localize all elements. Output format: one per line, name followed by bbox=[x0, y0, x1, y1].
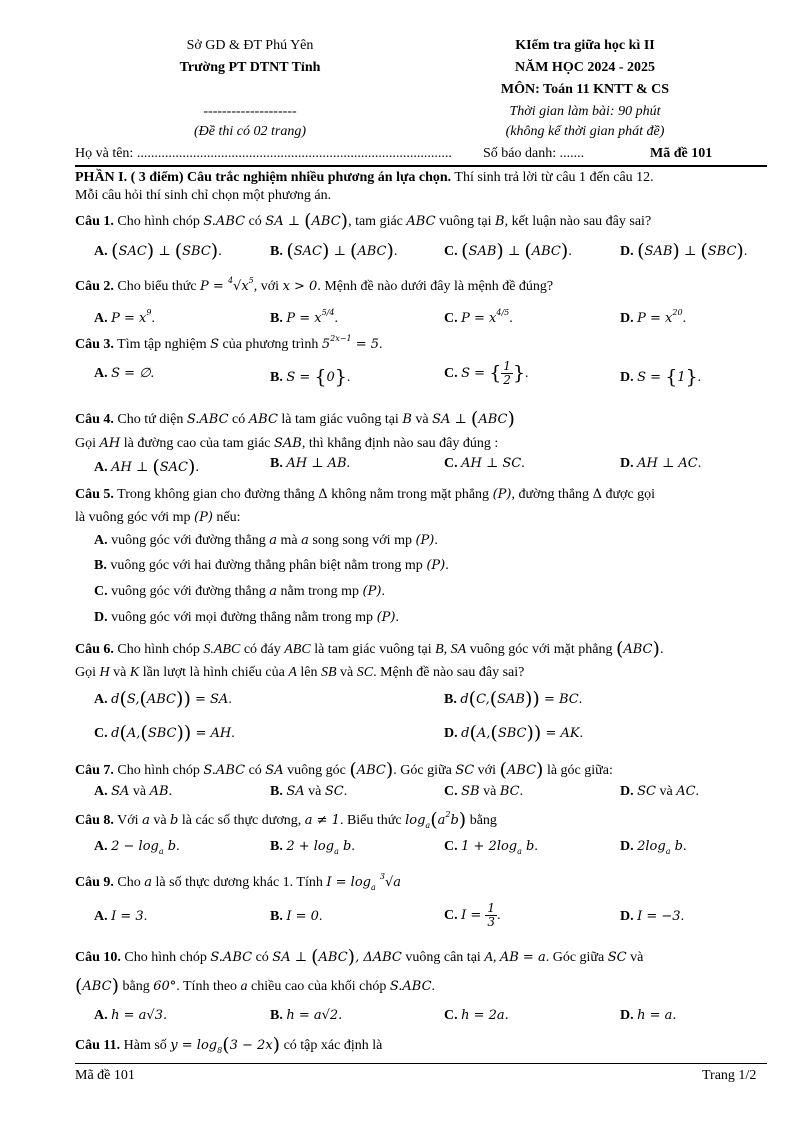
option-letter: C. bbox=[444, 456, 458, 471]
q9-option-b[interactable]: B. I = 0. bbox=[270, 909, 323, 924]
option-letter: D. bbox=[444, 726, 458, 741]
q7-d-text: và bbox=[655, 784, 677, 799]
q5-c-text: vuông góc với đường thẳng bbox=[111, 584, 270, 599]
school-year: NĂM HỌC 2024 - 2025 bbox=[515, 60, 655, 75]
q7-option-a[interactable]: A. SA và AB. bbox=[94, 784, 173, 799]
q1-option-c[interactable]: C. (SAB) ⊥ (ABC). bbox=[444, 240, 572, 262]
q8-text: . Biểu thức bbox=[339, 813, 406, 828]
q8-option-c[interactable]: C. $1 + 2\log_a$ b. bbox=[444, 839, 538, 856]
q8-text: và bbox=[149, 813, 171, 828]
option-letter: A. bbox=[94, 1008, 108, 1023]
part1-heading bbox=[75, 170, 654, 186]
option-letter: C. bbox=[444, 1008, 458, 1023]
question-8: Câu 8. Với a và b là các số thực dương, a ≠ 1. Biểu thức $\log_a(a^2b)$ bằng bbox=[75, 809, 497, 831]
q10-text: vuông cân tại bbox=[401, 950, 485, 965]
q2-option-c[interactable]: C. $P = x^{4/5}$. bbox=[444, 308, 513, 326]
q5-option-d[interactable]: D. vuông góc với mọi đường thẳng nằm trong mp (P). bbox=[94, 610, 399, 625]
q6-text: là tam giác vuông tại bbox=[310, 642, 436, 657]
q5-option-c[interactable]: C. vuông góc với đường thẳng a nằm trong mp (P). bbox=[94, 584, 385, 599]
q1-option-d[interactable]: D. (SAB) ⊥ (SBC). bbox=[620, 240, 748, 262]
student-name-line bbox=[75, 146, 452, 162]
q9-text: Cho bbox=[113, 875, 145, 890]
q7-option-b[interactable]: B. SA và SC. bbox=[270, 784, 348, 799]
q9-label: Câu 9. bbox=[75, 875, 114, 890]
q9-option-c[interactable]: C. I = $\frac{1}{3}$ . bbox=[444, 901, 501, 929]
q10-option-c[interactable]: C. h = 2a. bbox=[444, 1008, 509, 1023]
header-rule bbox=[75, 165, 767, 167]
option-letter: C. bbox=[94, 584, 108, 599]
option-letter: B. bbox=[270, 244, 283, 259]
q10-text: có bbox=[252, 950, 273, 965]
q4-text: là đường cao của tam giác bbox=[120, 436, 274, 451]
q7-a-text: và bbox=[129, 784, 150, 799]
q10-label: Câu 10. bbox=[75, 950, 121, 965]
option-letter: B. bbox=[270, 370, 283, 385]
q4-option-b[interactable]: B. AH ⊥ AB. bbox=[270, 456, 351, 471]
option-letter: A. bbox=[94, 692, 108, 707]
question-4-line-2: Gọi AH là đường cao của tam giác SAB, thì khẳng định nào sau đây đúng : bbox=[75, 436, 499, 451]
q10-option-b[interactable]: B. h = a√2. bbox=[270, 1008, 343, 1023]
q8-text: bằng bbox=[466, 813, 497, 828]
q5-option-a[interactable]: A. vuông góc với đường thẳng a mà a song song với mp (P). bbox=[94, 533, 438, 548]
q7-b-text: và bbox=[304, 784, 325, 799]
q6-text: và bbox=[336, 665, 357, 680]
part1-instruction-2: Mỗi câu hỏi thí sinh chỉ chọn một phương án. bbox=[75, 188, 332, 203]
q4-text: và bbox=[411, 412, 433, 427]
question-3: Câu 3. Tìm tập nghiệm S của phương trình $5^{2x-1} = 5$. bbox=[75, 334, 383, 352]
option-letter: A. bbox=[94, 533, 108, 548]
q6-text: lên bbox=[296, 665, 321, 680]
option-letter: A. bbox=[94, 244, 108, 259]
option-letter: D. bbox=[620, 1008, 634, 1023]
q8-text: Với bbox=[113, 813, 143, 828]
exam-title: KIểm tra giữa học kì II bbox=[515, 38, 655, 53]
q1-text: , tam giác bbox=[348, 214, 407, 229]
option-letter: D. bbox=[620, 370, 634, 385]
q4-label: Câu 4. bbox=[75, 412, 114, 427]
q5-text: được gọi bbox=[601, 487, 656, 502]
q5-text: , đường thẳng bbox=[511, 487, 593, 502]
q10-text: . Tính theo bbox=[176, 979, 241, 994]
question-10: Câu 10. Cho hình chóp S.ABC có SA ⊥ (ABC), ΔABC vuông cân tại A, AB = a. Góc giữa SC và bbox=[75, 946, 644, 968]
q4-option-c[interactable]: C. AH ⊥ SC. bbox=[444, 456, 525, 471]
q7-c-text: và bbox=[479, 784, 500, 799]
q11-label: Câu 11. bbox=[75, 1038, 121, 1053]
q1-text: có bbox=[245, 214, 266, 229]
option-letter: B. bbox=[270, 311, 283, 326]
q6-text: lần lượt là hình chiếu của bbox=[139, 665, 289, 680]
question-6-line-2: Gọi H và K lần lượt là hình chiếu của A lên SB và SC. Mệnh đề nào sau đây sai? bbox=[75, 665, 525, 680]
q7-text: là góc giữa: bbox=[543, 763, 613, 778]
q8-option-a[interactable]: A. $2 - \log_a b$. bbox=[94, 839, 180, 856]
option-letter: D. bbox=[620, 311, 634, 326]
q3-label: Câu 3. bbox=[75, 337, 114, 352]
option-letter: B. bbox=[270, 456, 283, 471]
q10-text: . Góc giữa bbox=[545, 950, 608, 965]
q10-option-a[interactable]: A. h = a√3. bbox=[94, 1008, 168, 1023]
q2-option-d[interactable]: D. $P = x^{20}$. bbox=[620, 308, 687, 326]
q5-a-text: song song với mp bbox=[308, 533, 416, 548]
option-letter: D. bbox=[620, 244, 634, 259]
q2-label: Câu 2. bbox=[75, 279, 114, 294]
option-letter: D. bbox=[620, 909, 634, 924]
q1-text: vuông tại bbox=[435, 214, 496, 229]
exam-code: Mã đề 101 bbox=[650, 146, 713, 161]
option-letter: B. bbox=[444, 692, 457, 707]
q7-text: . Góc giữa bbox=[393, 763, 456, 778]
option-letter: C. bbox=[444, 244, 458, 259]
q2-text: , với bbox=[253, 279, 283, 294]
q7-option-c[interactable]: C. SB và BC. bbox=[444, 784, 524, 799]
part1-instruction: Thí sinh trả lời từ câu 1 đến câu 12. bbox=[451, 170, 654, 185]
q1-option-b[interactable]: B. (SAC) ⊥ (ABC). bbox=[270, 240, 398, 262]
q1-text: Cho hình chóp bbox=[113, 214, 204, 229]
option-letter: A. bbox=[94, 784, 108, 799]
option-letter: A. bbox=[94, 909, 108, 924]
option-letter: D. bbox=[94, 610, 108, 625]
option-letter: B. bbox=[270, 784, 283, 799]
option-letter: C. bbox=[444, 366, 458, 381]
q6-option-a[interactable]: A. d(S,(ABC)) = SA. bbox=[94, 688, 232, 710]
option-letter: C. bbox=[444, 784, 458, 799]
q6-text: và bbox=[109, 665, 130, 680]
part1-title: PHẦN I. ( 3 điểm) Câu trắc nghiệm nhiều phương án lựa chọn. bbox=[75, 170, 452, 185]
footer-exam-code: Mã đề 101 bbox=[75, 1068, 135, 1083]
q1-label: Câu 1. bbox=[75, 214, 114, 229]
option-letter: A. bbox=[94, 460, 108, 475]
question-5-line-2: là vuông góc với mp (P) nếu: bbox=[75, 510, 241, 525]
q5-a-text: vuông góc với đường thẳng bbox=[111, 533, 270, 548]
q3-option-c[interactable]: C. S = { $\frac{1}{2}$ }. bbox=[444, 359, 529, 387]
footer-rule bbox=[75, 1063, 767, 1064]
q3-text: Tìm tập nghiệm bbox=[113, 337, 211, 352]
q3-option-b[interactable]: B. S = {0}. bbox=[270, 366, 351, 388]
question-1: Câu 1. Cho hình chóp S.ABC có SA ⊥ (ABC), tam giác ABC vuông tại B, kết luận nào sau đây sai? bbox=[75, 210, 652, 232]
q1-text: , kết luận nào sau đây sai? bbox=[504, 214, 652, 229]
q4-option-d[interactable]: D. AH ⊥ AC. bbox=[620, 456, 702, 471]
q6-text: . Mệnh đề nào sau đây sai? bbox=[373, 665, 525, 680]
q6-option-b[interactable]: B. d(C,(SAB)) = BC. bbox=[444, 688, 583, 710]
option-letter: D. bbox=[620, 456, 634, 471]
option-letter: C. bbox=[94, 726, 108, 741]
q10-text: bằng bbox=[118, 979, 154, 994]
q2-option-a[interactable]: A. $P = x^9$. bbox=[94, 308, 155, 326]
q9-option-d[interactable]: D. I = −3. bbox=[620, 909, 685, 924]
option-letter: B. bbox=[270, 1008, 283, 1023]
school-name: Trường PT DTNT Tỉnh bbox=[179, 60, 321, 75]
option-letter: C. bbox=[444, 839, 458, 854]
q4-text: là tam giác vuông tại bbox=[277, 412, 403, 427]
q6-option-c[interactable]: C. d(A,(SBC)) = AH. bbox=[94, 722, 235, 744]
q4-text: Gọi bbox=[75, 436, 100, 451]
q6-text: Gọi bbox=[75, 665, 100, 680]
q8-label: Câu 8. bbox=[75, 813, 114, 828]
name-label: Họ và tên: bbox=[75, 146, 137, 161]
question-11: Câu 11. Hàm số $y = \log_8(3 - 2x)$ có tập xác định là bbox=[75, 1034, 383, 1056]
q7-option-d[interactable]: D. SC và AC. bbox=[620, 784, 700, 799]
footer-page-number: Trang 1/2 bbox=[702, 1068, 757, 1083]
q6-option-d[interactable]: D. d(A,(SBC)) = AK. bbox=[444, 722, 584, 744]
q5-d-text: vuông góc với mọi đường thẳng nằm trong mp bbox=[111, 610, 377, 625]
q10-text: và bbox=[626, 950, 644, 965]
q1-option-a[interactable]: A. (SAC) ⊥ (SBC). bbox=[94, 240, 222, 262]
q2-text: . Mệnh đề nào dưới đây là mệnh đề đúng? bbox=[317, 279, 554, 294]
question-2: Câu 2. Cho biểu thức $P = ^4√x^5$, với x > 0. Mệnh đề nào dưới đây là mệnh đề đúng? bbox=[75, 276, 554, 294]
q4-text: có bbox=[228, 412, 249, 427]
q3-option-a[interactable]: A. S = ∅. bbox=[94, 366, 155, 381]
q7-text: Cho hình chóp bbox=[113, 763, 204, 778]
question-5: Câu 5. Trong không gian cho đường thẳng Δ không nằm trong mặt phẳng (P), đường thẳng Δ được gọi bbox=[75, 487, 656, 502]
exam-header bbox=[0, 36, 794, 156]
q6-text: Cho hình chóp bbox=[113, 642, 204, 657]
q4-option-a[interactable]: A. AH ⊥ (SAC). bbox=[94, 456, 199, 478]
question-10-line-2: (ABC) bằng 60°. Tính theo a chiều cao của khối chóp S.ABC. bbox=[75, 975, 436, 997]
q8-text: là các số thực dương, bbox=[178, 813, 305, 828]
department: Sở GD & ĐT Phú Yên bbox=[186, 38, 314, 53]
option-letter: B. bbox=[270, 839, 283, 854]
q6-text: vuông góc với mặt phẳng bbox=[466, 642, 616, 657]
option-letter: A. bbox=[94, 839, 108, 854]
q9-option-a[interactable]: A. I = 3. bbox=[94, 909, 148, 924]
q5-b-text: vuông góc với hai đường thẳng phân biệt nằm trong mp bbox=[110, 558, 427, 573]
q5-text: là vuông góc với mp bbox=[75, 510, 194, 525]
q5-c-text: nằm trong mp bbox=[277, 584, 363, 599]
q8-option-d[interactable]: D. $2\log_a$ b. bbox=[620, 839, 687, 856]
q6-label: Câu 6. bbox=[75, 642, 114, 657]
q11-text: có tập xác định là bbox=[280, 1038, 383, 1053]
q10-option-d[interactable]: D. h = a. bbox=[620, 1008, 677, 1023]
q2-option-b[interactable]: B. $P = x^{5/4}$. bbox=[270, 308, 338, 326]
option-letter: B. bbox=[94, 558, 107, 573]
q4-text: , thì khẳng định nào sau đây đúng : bbox=[301, 436, 499, 451]
header-separator: -------------------- bbox=[203, 104, 297, 119]
question-4: Câu 4. Cho tứ diện S.ABC có ABC là tam giác vuông tại B và SA ⊥ (ABC) bbox=[75, 408, 515, 430]
option-letter: B. bbox=[270, 909, 283, 924]
option-letter: D. bbox=[620, 839, 634, 854]
q5-a-text: mà bbox=[277, 533, 302, 548]
option-letter: A. bbox=[94, 311, 108, 326]
q10-text: chiều cao của khối chóp bbox=[247, 979, 390, 994]
option-letter: C. bbox=[444, 908, 458, 923]
q5-text: không nằm trong mặt phẳng bbox=[327, 487, 493, 502]
q10-text: Cho hình chóp bbox=[120, 950, 211, 965]
option-letter: D. bbox=[620, 784, 634, 799]
question-9: Câu 9. Cho a là số thực dương khác 1. Tính $I = \log_a ^3√a$ bbox=[75, 872, 402, 892]
q7-text: có bbox=[245, 763, 266, 778]
q7-label: Câu 7. bbox=[75, 763, 114, 778]
student-id-line: Số báo danh: ....... bbox=[483, 146, 585, 161]
q3-text: của phương trình bbox=[219, 337, 322, 352]
q5-option-b[interactable]: B. vuông góc với hai đường thẳng phân biệt nằm trong mp (P). bbox=[94, 558, 449, 573]
q4-text: Cho tứ diện bbox=[113, 412, 187, 427]
q2-text: Cho biểu thức bbox=[113, 279, 201, 294]
q5-label: Câu 5. bbox=[75, 487, 114, 502]
option-letter: C. bbox=[444, 311, 458, 326]
q5-text: nếu: bbox=[212, 510, 241, 525]
page-count-note: (Đề thi có 02 trang) bbox=[194, 124, 306, 139]
name-dots: .......................................................................................... bbox=[136, 146, 452, 161]
q8-option-b[interactable]: B. $2 + \log_a b$. bbox=[270, 839, 355, 856]
q6-text: có đáy bbox=[240, 642, 285, 657]
subject: MÔN: Toán 11 KNTT & CS bbox=[500, 82, 670, 97]
q7-text: vuông góc bbox=[283, 763, 350, 778]
q5-text: Trong không gian cho đường thẳng bbox=[113, 487, 319, 502]
q9-text: là số thực dương khác 1. Tính bbox=[152, 875, 327, 890]
question-6: Câu 6. Cho hình chóp S.ABC có đáy ABC là tam giác vuông tại B, SA vuông góc với mặt phẳng (ABC). bbox=[75, 638, 664, 660]
q3-option-d[interactable]: D. S = {1}. bbox=[620, 366, 702, 388]
duration-note: (không kể thời gian phát đề) bbox=[505, 124, 665, 139]
duration: Thời gian làm bài: 90 phút bbox=[509, 104, 661, 119]
q11-text: Hàm số bbox=[120, 1038, 171, 1053]
q7-text: với bbox=[474, 763, 500, 778]
option-letter: A. bbox=[94, 366, 108, 381]
question-7: Câu 7. Cho hình chóp S.ABC có SA vuông góc (ABC). Góc giữa SC với (ABC) là góc giữa: bbox=[75, 759, 613, 781]
